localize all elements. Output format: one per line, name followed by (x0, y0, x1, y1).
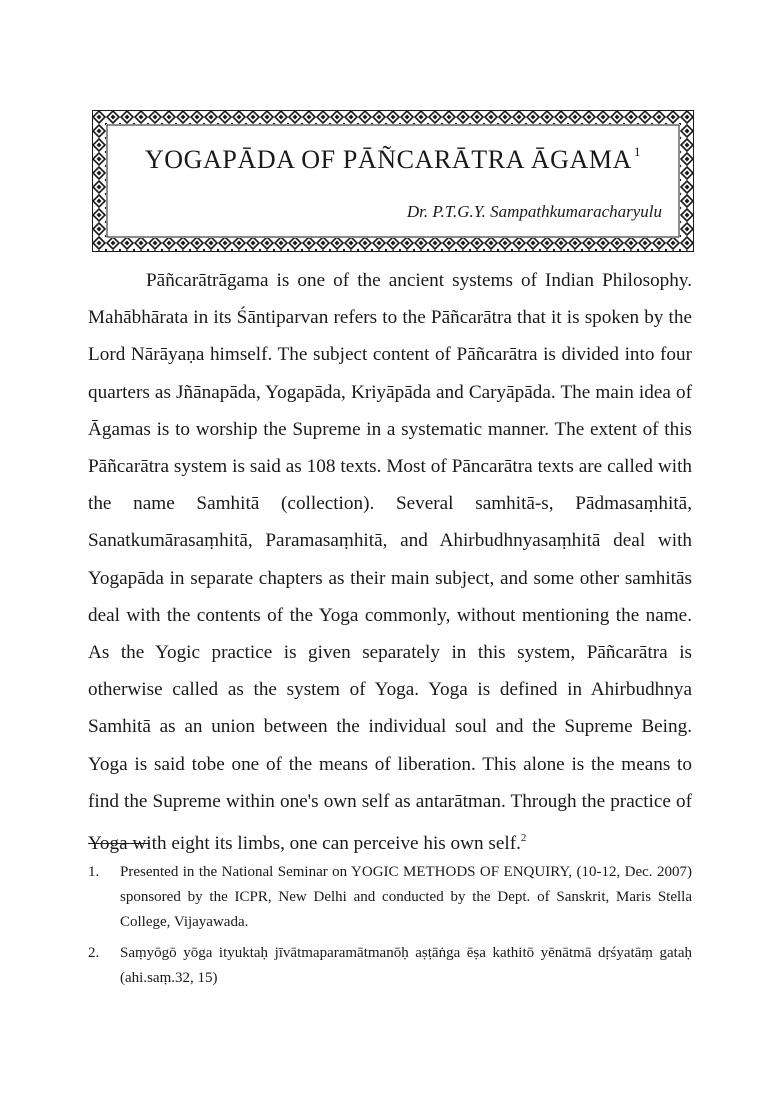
footnote-number: 1. (88, 864, 100, 880)
border-right (680, 110, 694, 252)
title-footnote-marker: 1 (633, 144, 642, 159)
footnote-text: Presented in the National Seminar on YOGIC METHODS OF ENQUIRY, (10-12, Dec. 2007) sponsored by the ICPR, New Delhi and conducted by the Dept. of Sanskrit, Maris Stella College, Vijayawada. (120, 864, 692, 930)
author-name: Dr. P.T.G.Y. Sampathkumaracharyulu (406, 202, 662, 221)
footnotes (88, 860, 692, 997)
footnote-item (88, 941, 692, 991)
border-left (92, 110, 106, 252)
footnote-divider (88, 843, 150, 844)
title-frame (92, 110, 694, 252)
page-title (92, 144, 694, 175)
paragraph-footnote-marker: 2 (520, 832, 527, 845)
border-bottom (92, 238, 694, 252)
title-text: YOGAPĀDA OF PĀÑCARĀTRA ĀGAMA (144, 145, 632, 174)
body-paragraph (88, 262, 692, 862)
footnote-text: Saṃyōgō yōga ityuktaḥ jīvātmaparamātmanōḥ aṣṭāṅga ēṣa kathitō yēnātmā dṛśyatāṃ gataḥ (ahi.saṃ.32, 15) (120, 945, 692, 986)
decorative-border (92, 110, 694, 252)
footnote-number: 2. (88, 945, 100, 961)
footnote-item (88, 860, 692, 935)
body-paragraph-text: Pāñcarātrāgama is one of the ancient systems of Indian Philosophy. Mahābhārata in its Śāntiparvan refers to the Pāñcarātra that it is spoken by the Lord Nārāyaṇa himself. The subject content of Pāñcarātra is divided into four quarters as Jñānapāda, Yogapāda, Kriyāpāda and Caryāpāda. The main idea of Āgamas is to worship the Supreme in a systematic manner. The extent of this Pāñcarātra system is said as 108 texts. Most of Pāncarātra texts are called with the name Samhitā (collection). Several samhitā-s, Pādmasaṃhitā, Sanatkumārasaṃhitā, Paramasaṃhitā, and Ahirbudhnyasaṃhitā deal with Yogapāda in separate chapters as their main subject, and some other samhitās deal with the contents of the Yoga commonly, without mentioning the name. As the Yogic practice is given separately in this system, Pāñcarātra is otherwise called as the system of Yoga. Yoga is defined in Ahirbudhnya Samhitā as an union between the individual soul and the Supreme Being. Yoga is said tobe one of the means of liberation. This alone is the means to find the Supreme within one's own self as antarātman. Through the practice of Yoga with eight its limbs, one can perceive his own self. (88, 270, 692, 855)
border-top (92, 110, 694, 124)
